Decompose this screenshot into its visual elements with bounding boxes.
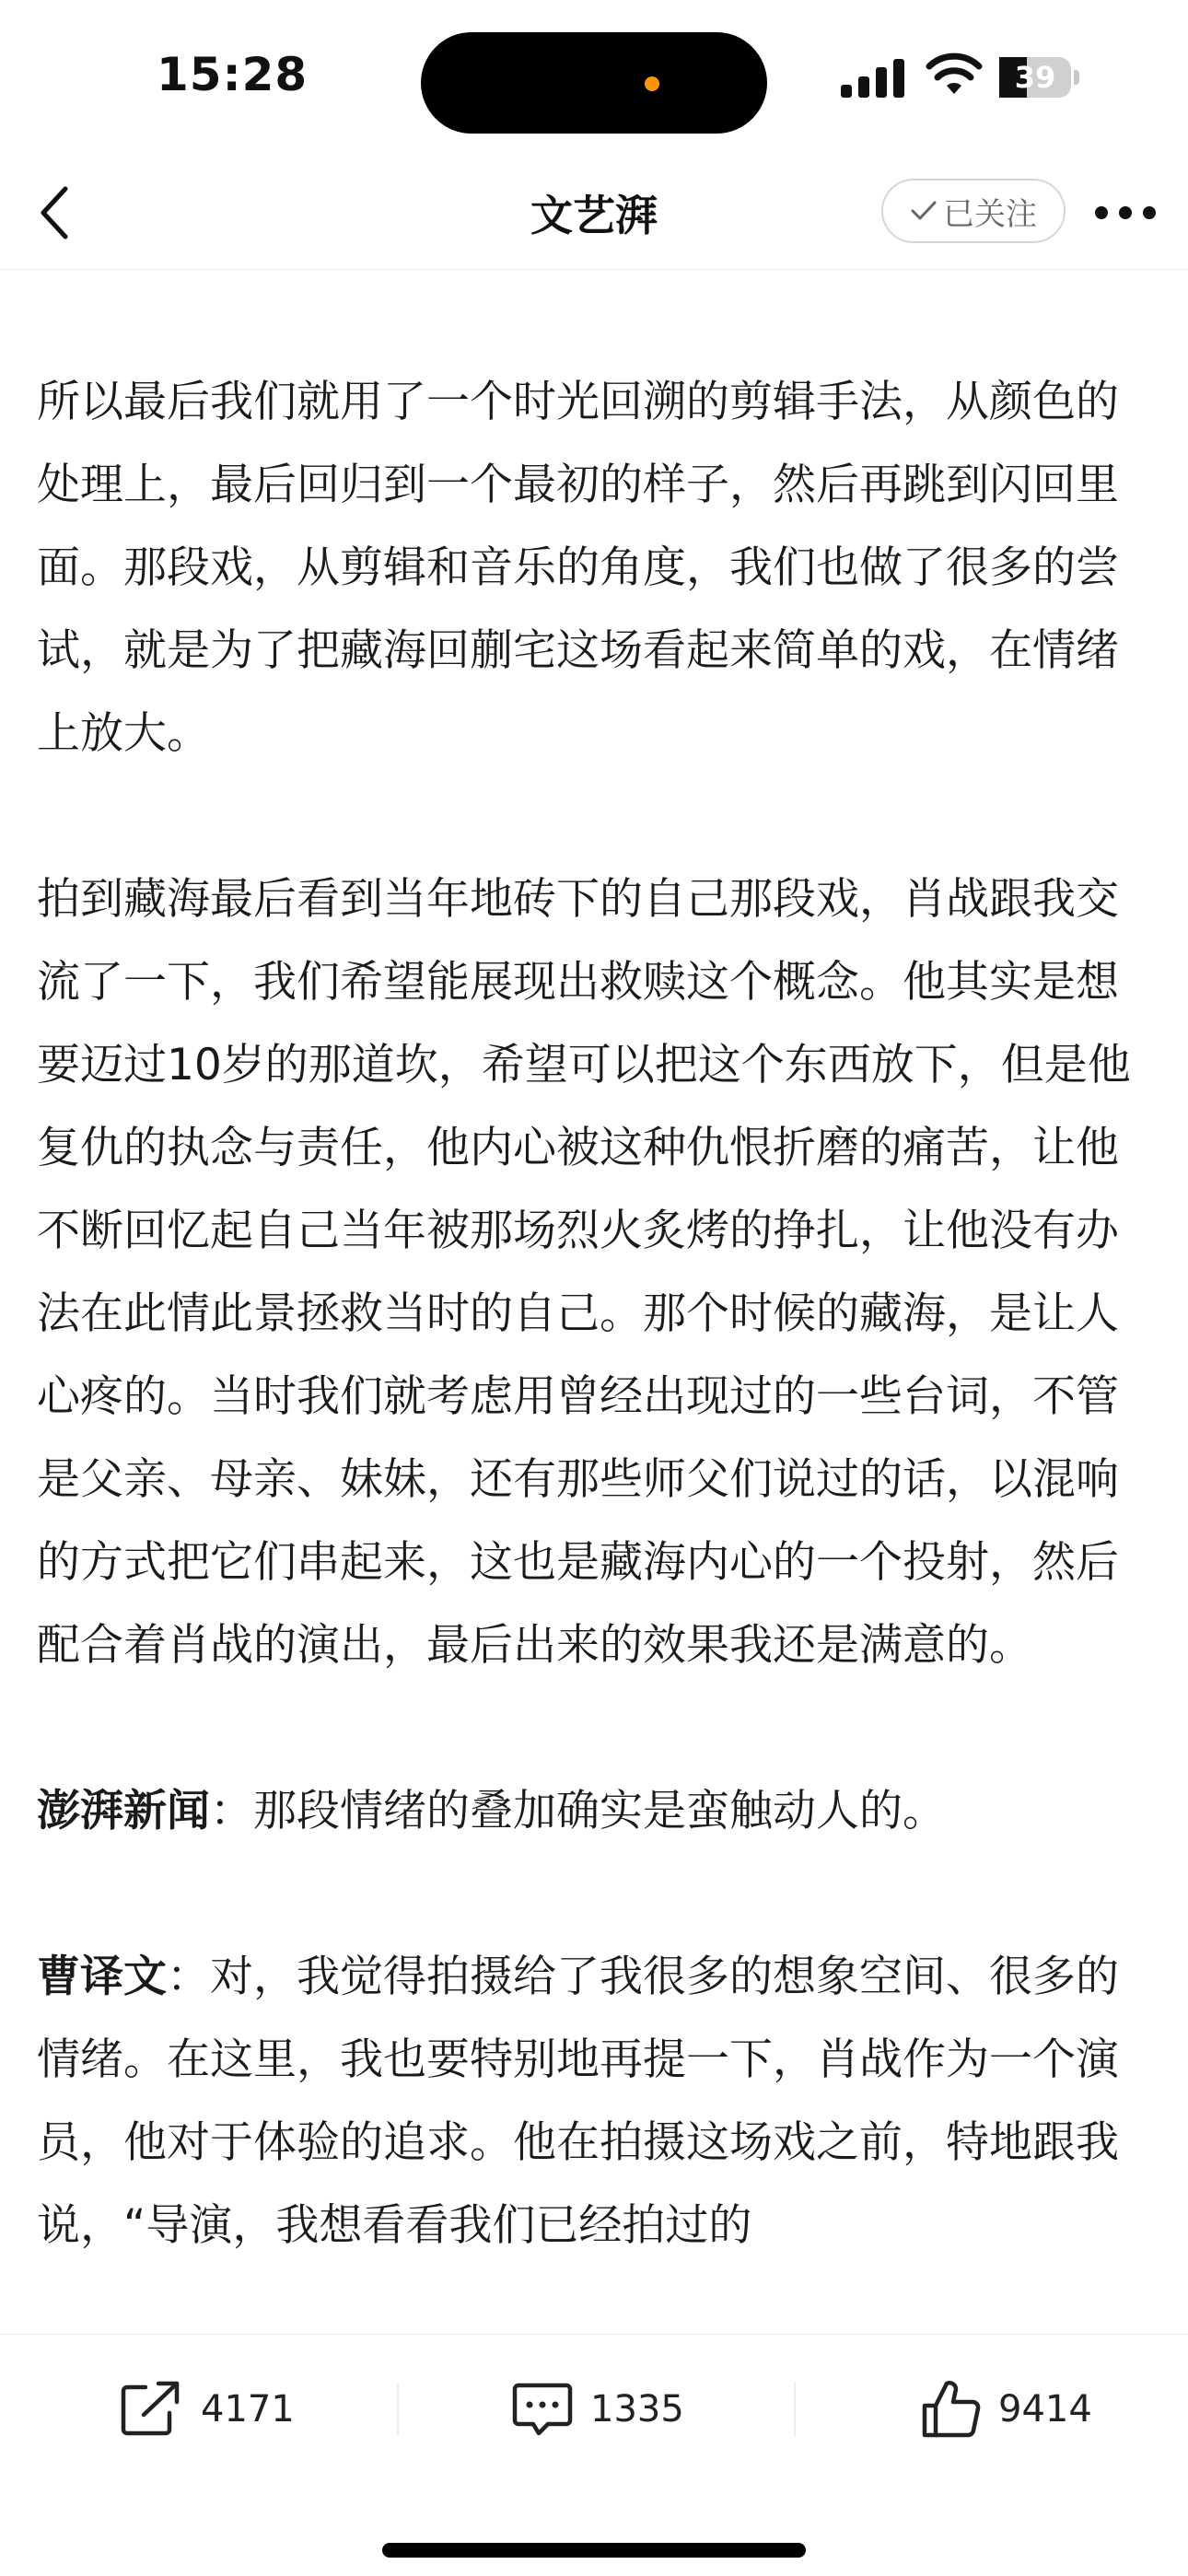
like-count: 9414: [998, 2388, 1092, 2430]
more-button[interactable]: [1079, 181, 1171, 245]
paragraph-text: ：对，我觉得拍摄给了我很多的想象空间、很多的情绪。在这里，我也要特别地再提一下，肖战作为一个演员，他对于体验的追求。他在拍摄这场戏之前，特地跟我说，“导演，我想看看我们已经拍过的: [37, 1952, 1119, 2251]
comment-button[interactable]: [511, 2377, 684, 2442]
back-icon: [38, 185, 71, 240]
nav-bar: [0, 157, 1188, 270]
comment-count: 1335: [590, 2388, 684, 2430]
bottom-toolbar: [0, 2334, 1188, 2576]
article-paragraph: [37, 361, 1151, 775]
status-bar: [0, 0, 1188, 157]
comment-icon: [511, 2380, 574, 2439]
paragraph-text: 所以最后我们就用了一个时光回溯的剪辑手法，从颜色的处理上，最后回归到一个最初的样子，然后再跳到闪回里面。那段戏，从剪辑和音乐的角度，我们也做了很多的尝试，就是为了把藏海回蒯宅这场看起来简单的戏，在情绪上放大。: [37, 377, 1119, 759]
signal-icon: [841, 59, 905, 98]
paragraph-speaker: 曹译文: [37, 1952, 167, 2002]
article-paragraph: [37, 1936, 1151, 2267]
like-icon: [921, 2380, 982, 2439]
toolbar-divider: [397, 2383, 399, 2436]
privacy-indicator-dot: [645, 76, 659, 91]
paragraph-speaker: 澎湃新闻: [37, 1786, 210, 1836]
share-button[interactable]: [118, 2377, 295, 2442]
like-button[interactable]: [921, 2377, 1092, 2442]
checkmark-icon: [910, 199, 938, 223]
share-count: 4171: [201, 2388, 295, 2430]
home-indicator[interactable]: [382, 2543, 806, 2558]
article-content: [37, 195, 1151, 2350]
toolbar-divider: [794, 2383, 796, 2436]
follow-button[interactable]: [881, 179, 1066, 243]
back-button[interactable]: [22, 181, 87, 245]
share-icon: [118, 2380, 184, 2439]
battery-icon: [999, 57, 1082, 98]
battery-cap: [1074, 70, 1079, 85]
article-body[interactable]: [0, 269, 1188, 2334]
wifi-icon: [926, 53, 983, 98]
status-time: 15:28: [157, 48, 309, 101]
dynamic-island: [421, 32, 767, 134]
more-icon: [1094, 205, 1157, 220]
paragraph-text: ：那段情绪的叠加确实是蛮触动人的。: [210, 1786, 946, 1836]
paragraph-text: 拍到藏海最后看到当年地砖下的自己那段戏，肖战跟我交流了一下，我们希望能展现出救赎这个概念。他其实是想要迈过10岁的那道坎，希望可以把这个东西放下，但是他复仇的执念与责任，他内心被这种仇恨折磨的痛苦，让他不断回忆起自己当年被那场烈火炙烤的挣扎，让他没有办法在此情此景拯救当时的自己。那个时候的藏海，是让人心疼的。当时我们就考虑用曾经出现过的一些台词，不管是父亲、母亲、妹妹，还有那些师父们说过的话，以混响的方式把它们串起来，这也是藏海内心的一个投射，然后配合着肖战的演出，最后出来的效果我还是满意的。: [37, 874, 1131, 1671]
article-paragraph: [37, 1770, 1151, 1853]
page-title: 文艺湃: [530, 191, 658, 240]
follow-label: 已关注: [943, 195, 1037, 233]
article-paragraph: [37, 858, 1151, 1687]
battery-level: 39: [1014, 60, 1056, 95]
battery-body: [999, 57, 1071, 98]
